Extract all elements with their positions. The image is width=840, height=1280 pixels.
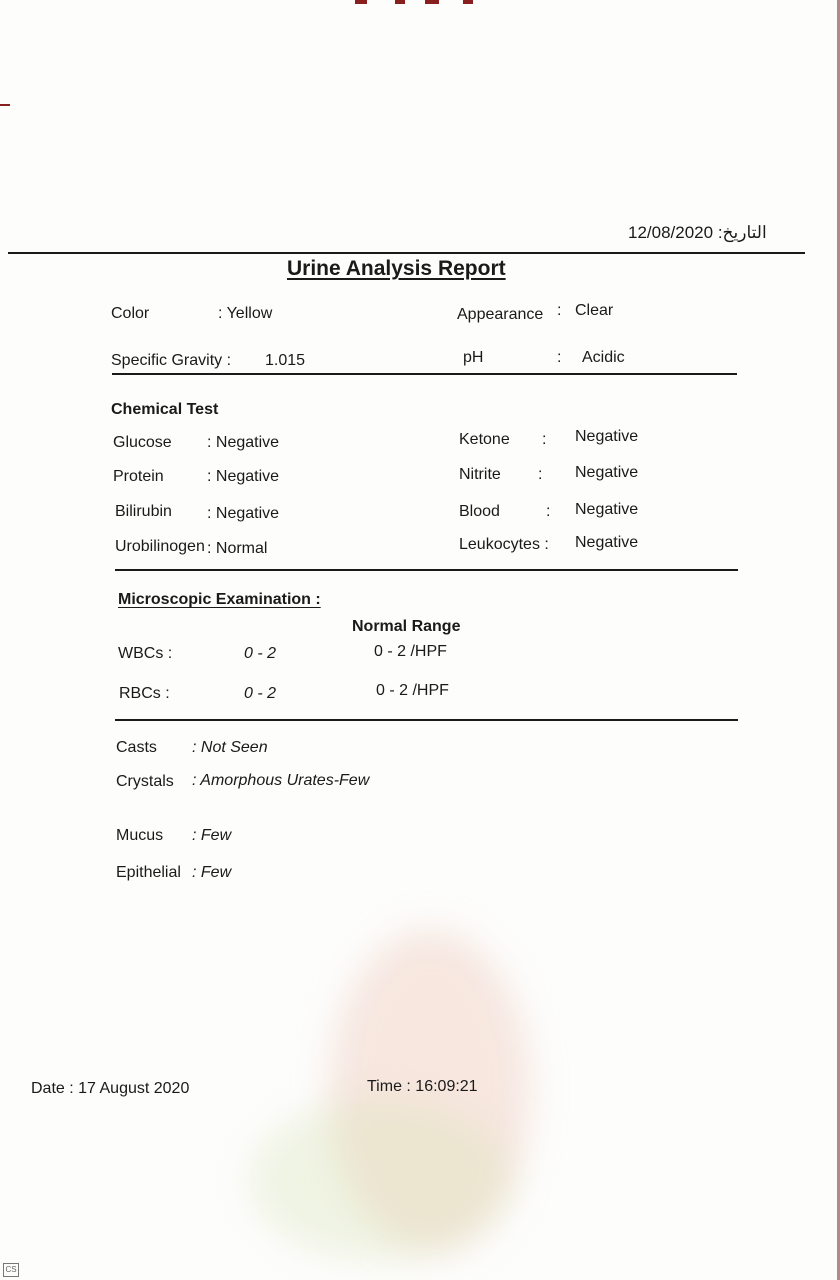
glucose-value: : Negative (207, 434, 280, 451)
arabic-date-value: 12/08/2020 (628, 223, 714, 242)
arabic-date (628, 223, 767, 243)
wbcs-label: WBCs : (118, 645, 173, 662)
report-time: Time : 16:09:21 (367, 1078, 478, 1095)
report-date: Date : 17 August 2020 (31, 1080, 190, 1097)
protein-value: : Negative (207, 468, 280, 485)
normal-range-heading: Normal Range (352, 618, 461, 635)
rbcs-normal-range: 0 - 2 /HPF (376, 682, 449, 699)
casts-value: : Not Seen (192, 739, 268, 756)
left-edge-mark (0, 104, 10, 106)
ketone-value: Negative (575, 428, 639, 445)
section-rule (115, 719, 738, 721)
crystals-value: : Amorphous Urates-Few (192, 772, 370, 789)
top-edge-mark (425, 0, 439, 4)
appearance-separator: : (557, 302, 562, 319)
rbcs-value: 0 - 2 (244, 685, 277, 702)
mucus-label: Mucus (116, 827, 164, 844)
wbcs-value: 0 - 2 (244, 645, 277, 662)
report-title: Urine Analysis Report (287, 257, 506, 280)
leukocytes-label: Leukocytes : (459, 536, 549, 553)
color-label: Color (111, 305, 150, 322)
ph-value: Acidic (582, 349, 625, 366)
blood-value: Negative (575, 501, 639, 518)
wbcs-normal-range: 0 - 2 /HPF (374, 643, 447, 660)
ketone-label: Ketone (459, 431, 510, 448)
top-edge-mark (395, 0, 405, 4)
urobilinogen-value: : Normal (207, 540, 268, 557)
urobilinogen-label: Urobilinogen (115, 538, 205, 555)
section-rule (112, 373, 737, 375)
scanner-logo: CS (3, 1263, 19, 1277)
nitrite-label: Nitrite (459, 466, 501, 483)
ketone-separator: : (542, 431, 547, 448)
specific-gravity-label: Specific Gravity : (111, 352, 232, 369)
header-rule (8, 252, 805, 254)
ph-label: pH (463, 349, 484, 366)
leukocytes-value: Negative (575, 534, 639, 551)
rbcs-label: RBCs : (119, 685, 170, 702)
epithelial-label: Epithelial (116, 864, 181, 881)
appearance-value: Clear (575, 302, 614, 319)
appearance-label: Appearance (457, 306, 544, 323)
epithelial-value: : Few (192, 864, 232, 881)
protein-label: Protein (113, 468, 164, 485)
nitrite-separator: : (538, 466, 543, 483)
top-edge-mark (355, 0, 367, 4)
arabic-date-label: التاريخ: (717, 223, 767, 242)
glucose-label: Glucose (113, 434, 172, 451)
bilirubin-value: : Negative (207, 505, 280, 522)
bilirubin-label: Bilirubin (115, 503, 172, 520)
blood-label: Blood (459, 503, 500, 520)
blood-separator: : (546, 503, 551, 520)
casts-label: Casts (116, 739, 157, 756)
color-value: : Yellow (218, 305, 273, 322)
ph-separator: : (557, 349, 562, 366)
specific-gravity-value: 1.015 (265, 352, 306, 369)
microscopic-heading: Microscopic Examination : (118, 591, 321, 608)
section-rule (115, 569, 738, 571)
paper-stain (250, 1100, 510, 1260)
top-edge-mark (463, 0, 473, 4)
mucus-value: : Few (192, 827, 232, 844)
chemical-test-heading: Chemical Test (111, 401, 219, 418)
nitrite-value: Negative (575, 464, 639, 481)
crystals-label: Crystals (116, 773, 174, 790)
